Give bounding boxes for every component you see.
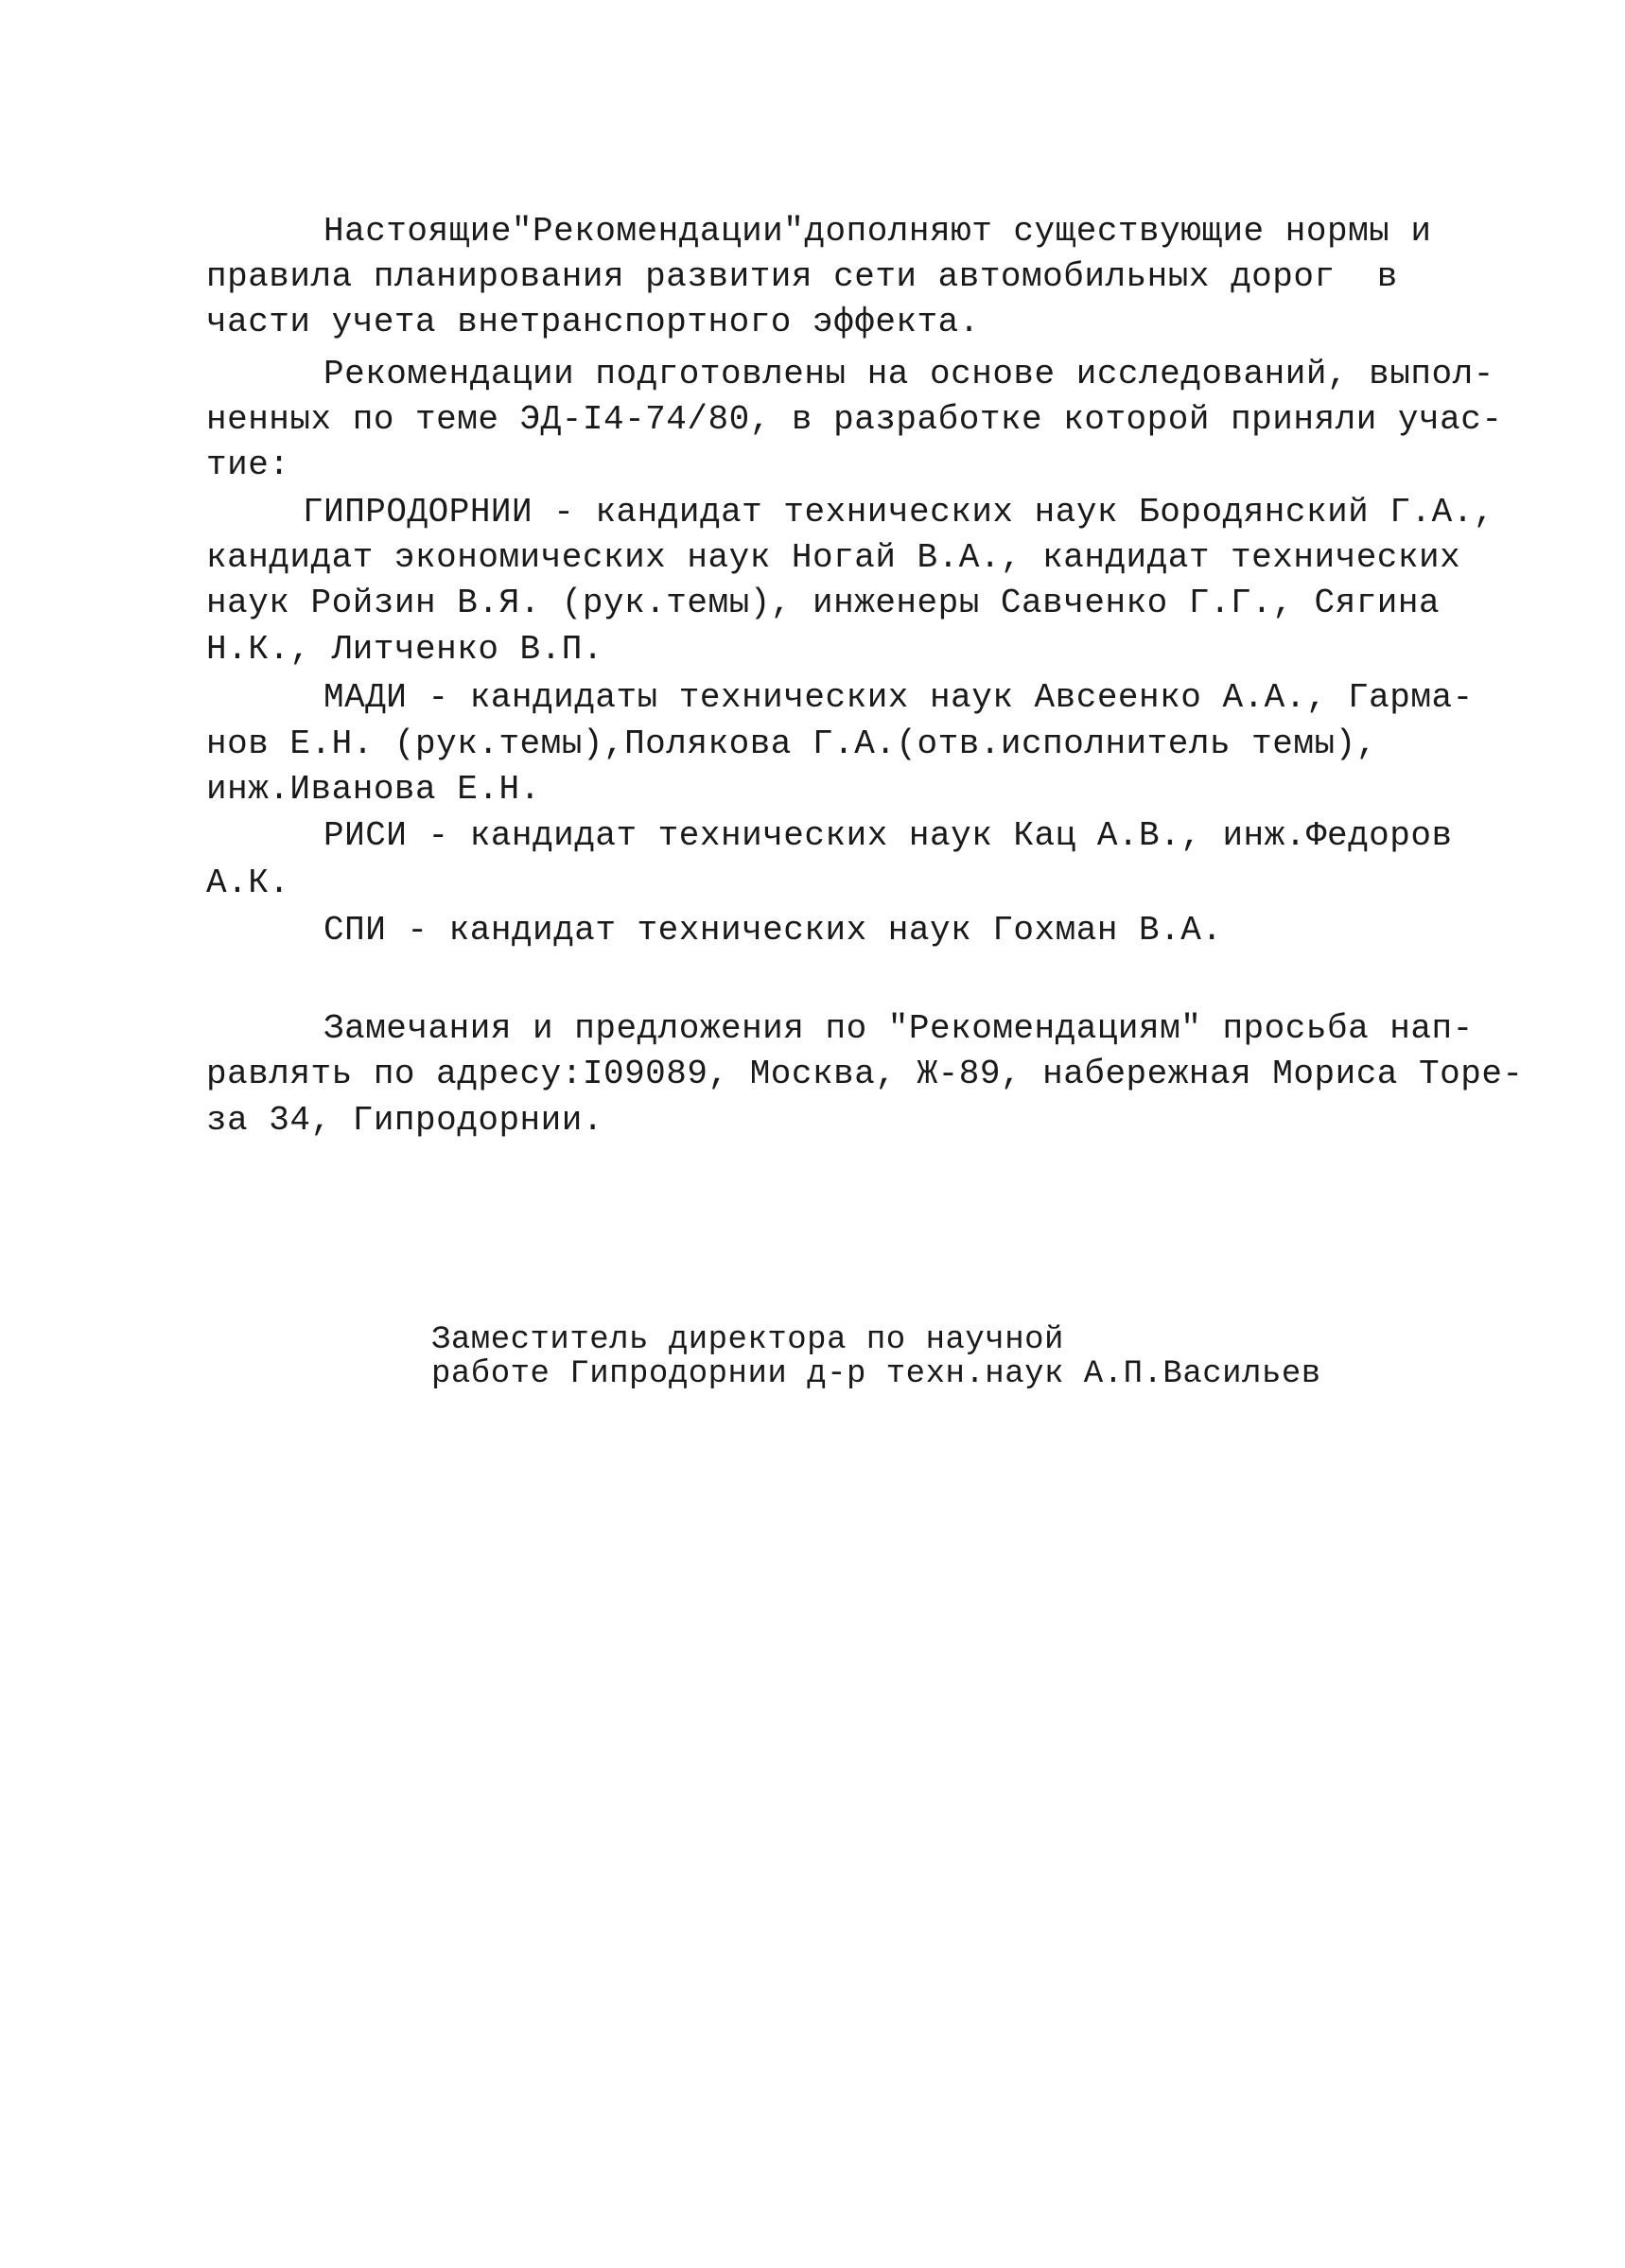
org-risi-line-1: РИСИ - кандидат технических наук Кац А.В., инж.Федоров [323,816,1453,855]
org-giprodornii-line-1: ГИПРОДОРНИИ - кандидат технических наук Бородянский Г.А., [303,493,1494,532]
org-madi-line-1: МАДИ - кандидаты технических наук Авсеенко А.А., Гарма- [323,678,1474,717]
org-madi-line-3: инж.Иванова Е.Н. [206,770,541,809]
org-giprodornii-line-4: Н.К., Литченко В.П. [206,630,603,669]
org-giprodornii-line-2: кандидат экономических наук Ногай В.А., кандидат технических [206,538,1461,577]
signature-line-1: Заместитель директора по научной [431,1322,1064,1358]
org-spi-line-1: СПИ - кандидат технических наук Гохман В.А. [323,911,1223,950]
remarks-line-2: равлять по адресу:I09089, Москва, Ж-89, набережная Мориса Торе- [206,1055,1524,1093]
intro-line-2: правила планирования развития сети автомобильных дорог в [206,257,1398,296]
org-giprodornii-line-3: наук Ройзин В.Я. (рук.темы), инженеры Савченко Г.Г., Сягина [206,584,1441,622]
prepared-line-2: ненных по теме ЭД-I4-74/80, в разработке которой приняли учас- [206,400,1503,439]
prepared-line-1: Рекомендации подготовлены на основе исследований, выпол- [323,355,1494,393]
intro-line-1: Настоящие"Рекомендации"дополняют существующие нормы и [323,212,1432,251]
prepared-line-3: тие: [206,445,290,484]
org-madi-line-2: нов Е.Н. (рук.темы),Полякова Г.А.(отв.исполнитель темы), [206,724,1377,763]
signature-line-2: работе Гипродорнии д-р техн.наук А.П.Васильев [431,1356,1321,1392]
intro-line-3: части учета внетранспортного эффекта. [206,303,980,341]
remarks-line-3: за 34, Гипродорнии. [206,1101,603,1140]
remarks-line-1: Замечания и предложения по "Рекомендациям" просьба нап- [323,1009,1474,1048]
org-risi-line-2: А.К. [206,864,290,902]
